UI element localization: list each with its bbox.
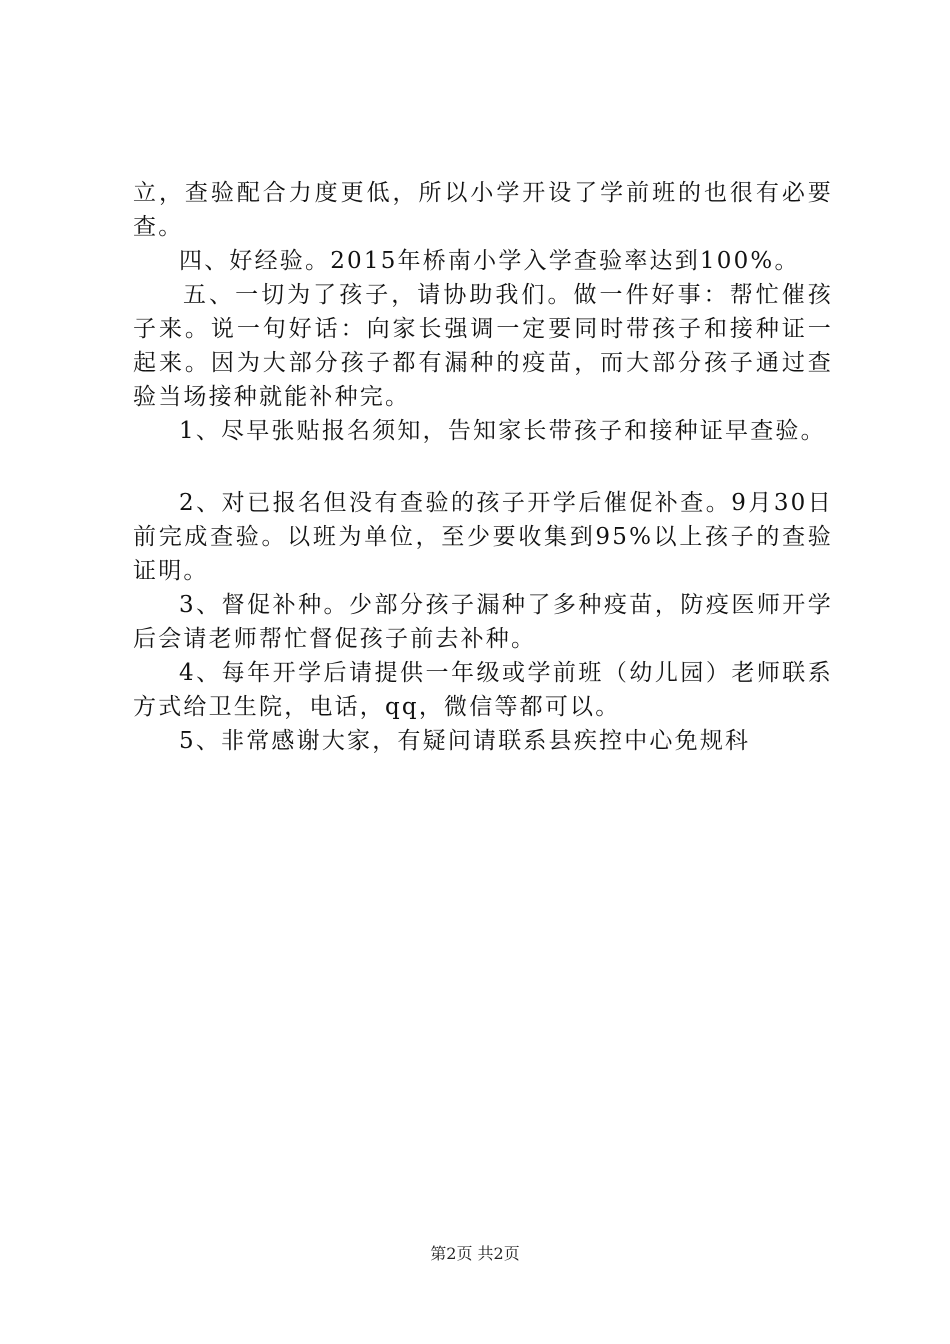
paragraph-continuation: 立，查验配合力度更低，所以小学开设了学前班的也很有必要查。 (133, 180, 833, 240)
list-item-1: 1、尽早张贴报名须知，告知家长带孩子和接种证早查验。 (179, 418, 826, 444)
list-item-4: 4、每年开学后请提供一年级或学前班（幼儿园）老师联系方式给卫生院，电话，qq，微信等都可以。 (133, 660, 833, 720)
list-item-5: 5、非常感谢大家，有疑问请联系县疾控中心免规科 (179, 728, 751, 754)
page-footer: 第2页 共2页 (430, 1244, 520, 1263)
paragraph-for-children: 五、一切为了孩子，请协助我们。做一件好事：帮忙催孩子来。说一句好话：向家长强调一定要同时带孩子和接种证一起来。因为大部分孩子都有漏种的疫苗，而大部分孩子通过查验当场接种就能补种完。 (133, 282, 833, 410)
document-body (133, 176, 833, 758)
paragraph-good-experience: 四、好经验。2015年桥南小学入学查验率达到100%。 (179, 248, 800, 274)
list-item-3: 3、督促补种。少部分孩子漏种了多种疫苗，防疫医师开学后会请老师帮忙督促孩子前去补种。 (133, 592, 833, 652)
list-item-2: 2、对已报名但没有查验的孩子开学后催促补查。9月30日前完成查验。以班为单位，至少要收集到95%以上孩子的查验证明。 (133, 490, 833, 584)
